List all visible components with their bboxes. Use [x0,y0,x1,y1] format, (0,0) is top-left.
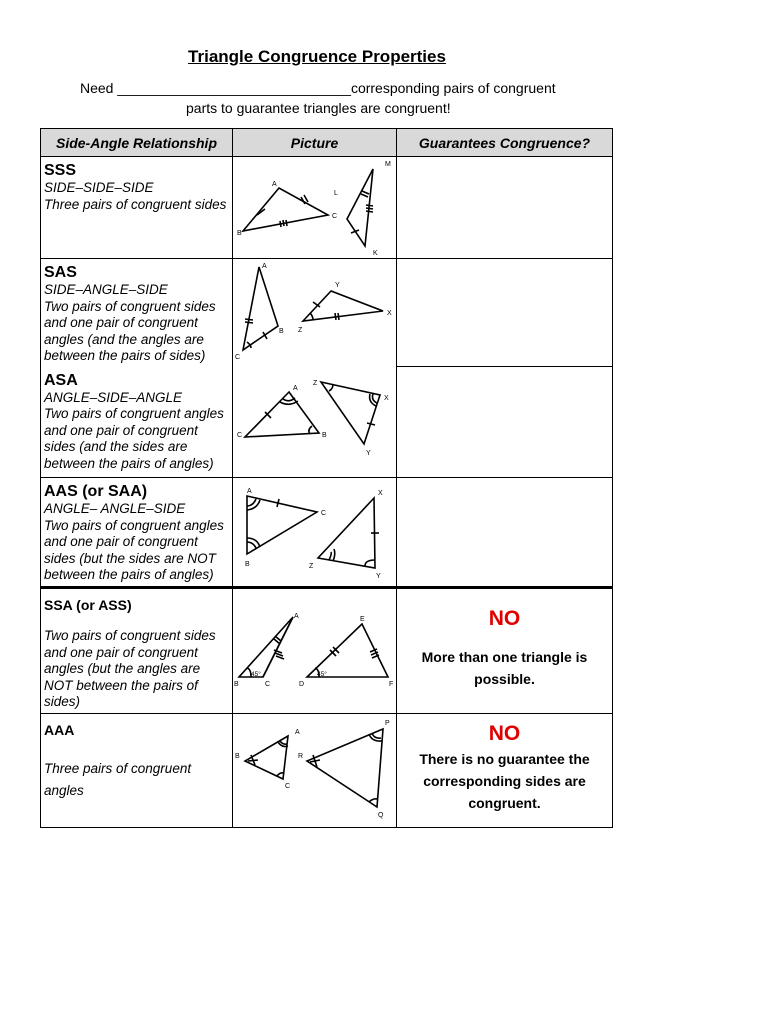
row-aas [41,478,613,588]
vertex-label: K [373,250,378,257]
row-name: SSA (or ASS) [44,597,132,613]
vertex-label: B [245,561,250,568]
header-relationship: Side-Angle Relationship [41,129,233,157]
vertex-label: X [384,394,389,402]
vertex-label: Q [378,812,384,819]
angle-label: 45° [317,671,327,678]
verdict-no: NO [488,607,521,630]
asa-guarantee-cell [397,367,613,478]
verdict-no: NO [488,722,521,745]
vertex-label: B [279,328,284,335]
vertex-label: Y [335,282,340,289]
congruence-table [40,128,613,828]
row-name: SSS [44,162,77,179]
row-full-name: SIDE–ANGLE–SIDE [44,282,168,297]
vertex-label: C [235,354,241,361]
vertex-label: C [237,431,243,439]
row-name: AAS (or SAA) [44,483,148,500]
vertex-label: D [299,681,305,688]
asa-triangles-diagram [233,367,397,477]
aas-guarantee-cell [397,478,613,588]
vertex-label: A [295,729,300,736]
verdict-reason: More than one triangle is possible. [421,649,588,687]
vertex-label: C [332,213,338,220]
vertex-label: Y [376,573,381,580]
vertex-label: P [385,720,390,727]
row-asa [41,367,613,478]
vertex-label: Z [309,563,314,570]
row-sas [41,259,613,367]
vertex-label: A [272,181,277,188]
vertex-label: M [385,161,391,168]
header-row [41,129,613,157]
header-picture: Picture [233,129,397,157]
row-ssa [41,588,613,714]
angle-label: 45° [251,671,261,678]
row-description: Three pairs of congruent sides [44,196,227,212]
sas-triangles-diagram [233,259,397,365]
vertex-label: A [293,384,298,392]
row-description: Three pairs of congruent angles [44,761,192,798]
vertex-label: Z [298,327,303,334]
vertex-label: F [389,681,394,688]
vertex-label: L [334,190,338,197]
aas-triangles-diagram [233,478,397,586]
vertex-label: A [247,488,252,495]
vertex-label: R [298,753,304,760]
vertex-label: B [322,431,327,439]
ssa-triangles-diagram [233,589,397,713]
header-guarantees: Guarantees Congruence? [397,129,613,157]
row-description: Two pairs of congruent angles and one pair of congruent sides (and the sides are between the pairs of angles) [44,406,224,471]
aaa-triangles-diagram [233,714,397,826]
vertex-label: X [378,490,383,497]
row-aaa [41,714,613,828]
vertex-label: Y [366,449,371,457]
vertex-label: A [294,613,299,620]
row-description: Two pairs of congruent angles and one pair of congruent sides (but the sides are NOT between the pairs of angles) [44,517,224,582]
row-description: Two pairs of congruent sides and one pair of congruent angles (and the angles are between the pairs of sides) [44,298,216,363]
row-full-name: ANGLE–SIDE–ANGLE [44,389,183,405]
vertex-label: C [285,783,291,790]
row-name: ASA [44,371,78,389]
row-description: Two pairs of congruent sides and one pair of congruent angles (but the angles are NOT between the pairs of sides) [44,628,216,709]
sss-triangles-diagram [233,157,397,257]
page-title: Triangle Congruence Properties [188,47,446,66]
vertex-label: B [237,230,242,237]
row-name: SAS [44,264,77,281]
intro-line-1: Need ______________________________corresponding pairs of congruent [80,80,556,96]
vertex-label: C [321,510,327,517]
sss-guarantee-cell [397,157,613,259]
row-full-name: ANGLE– ANGLE–SIDE [44,501,186,516]
vertex-label: B [235,753,240,760]
verdict-reason: There is no guarantee the corresponding sides are congruent. [419,751,590,811]
row-sss [41,157,613,259]
vertex-label: X [387,310,392,317]
row-full-name: SIDE–SIDE–SIDE [44,180,154,195]
vertex-label: A [262,263,267,270]
sas-guarantee-cell [397,259,613,367]
vertex-label: Z [313,379,318,387]
row-name: AAA [44,722,75,738]
vertex-label: B [234,681,239,688]
vertex-label: C [265,681,271,688]
intro-line-2: parts to guarantee triangles are congruent! [186,100,451,116]
vertex-label: E [360,616,365,623]
